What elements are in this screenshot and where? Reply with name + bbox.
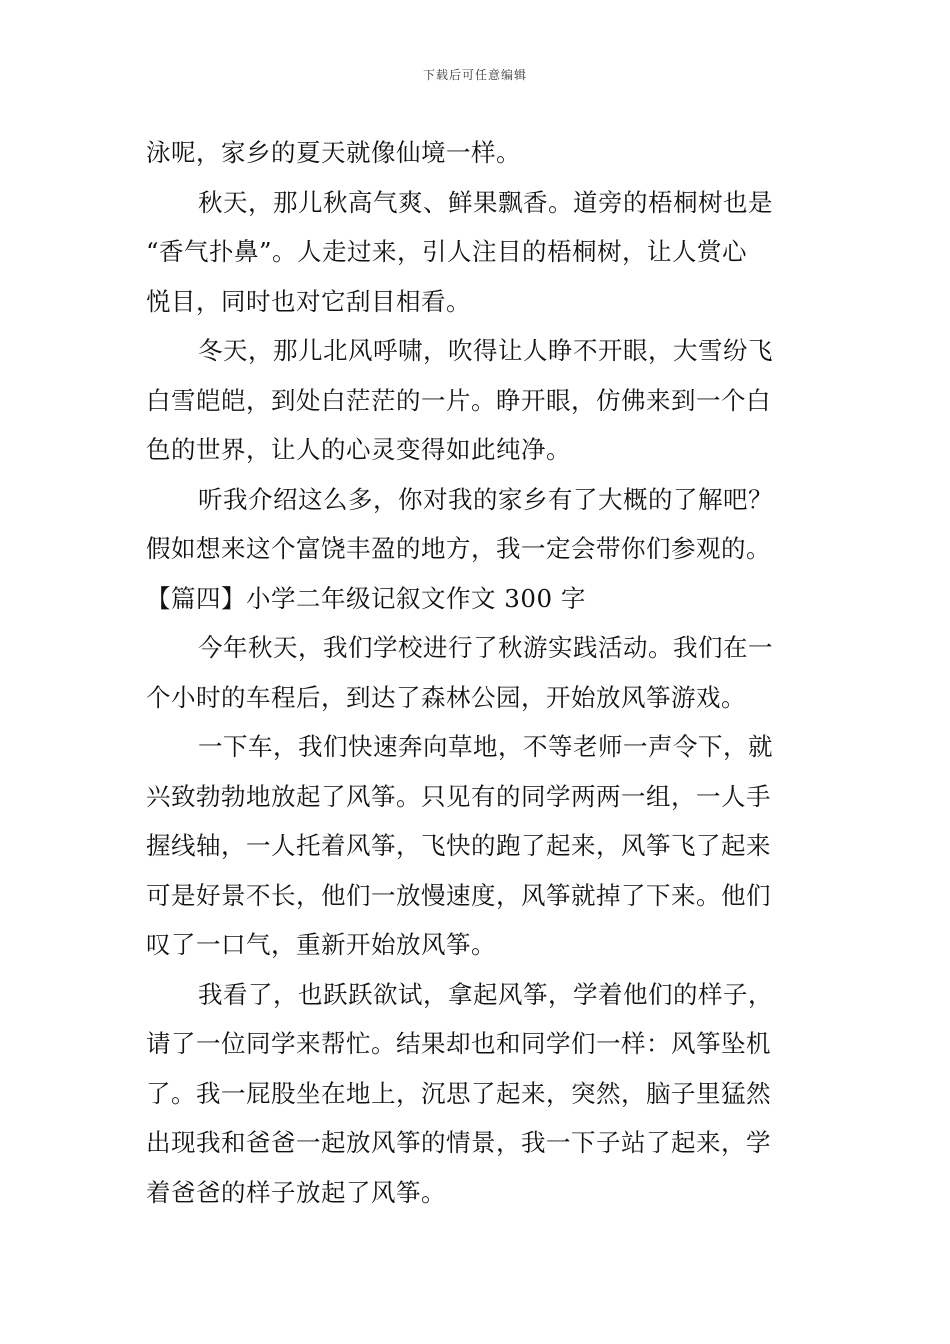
page-header: 下载后可任意编辑 (422, 68, 527, 82)
text-line: 今年秋天，我们学校进行了秋游实践活动。我们在一 (198, 633, 773, 662)
text-line: 我看了，也跃跃欲试，拿起风筝，学着他们的样子， (198, 979, 773, 1009)
text-line: 叹了一口气，重新开始放风筝。 (146, 930, 496, 959)
text-line: 白雪皑皑，到处白茫茫的一片。睁开眼，仿佛来到一个白 (146, 385, 771, 415)
text-line: 了。我一屁股坐在地上，沉思了起来，突然，脑子里猛然 (146, 1078, 771, 1108)
text-line: 泳呢，家乡的夏天就像仙境一样。 (146, 138, 521, 167)
text-line: 听我介绍这么多，你对我的家乡有了大概的了解吧？ (198, 484, 773, 514)
text-line: 出现我和爸爸一起放风筝的情景，我一下子站了起来，学 (146, 1128, 771, 1157)
text-line: 悦目，同时也对它刮目相看。 (146, 286, 471, 316)
text-line: “香气扑鼻”。人走过来，引人注目的梧桐树，让人赏心 (146, 237, 748, 266)
text-line: 可是好景不长，他们一放慢速度，风筝就掉了下来。他们 (146, 880, 771, 910)
text-line: 着爸爸的样子放起了风筝。 (146, 1177, 446, 1207)
text-line: 握线轴，一人托着风筝，飞快的跑了起来，风筝飞了起来 (146, 831, 771, 860)
text-line: 色的世界，让人的心灵变得如此纯净。 (146, 435, 571, 464)
text-line: 一下车，我们快速奔向草地，不等老师一声令下，就 (198, 732, 773, 761)
text-line: 假如想来这个富饶丰盈的地方，我一定会带你们参观的。 (146, 534, 771, 563)
section-heading: 【篇四】小学二年级记叙文作文 300 字 (146, 583, 586, 613)
text-line: 请了一位同学来帮忙。结果却也和同学们一样：风筝坠机 (146, 1029, 771, 1058)
text-line: 秋天，那儿秋高气爽、鲜果飘香。道旁的梧桐树也是 (198, 187, 773, 217)
text-line: 个小时的车程后，到达了森林公园，开始放风筝游戏。 (146, 682, 746, 712)
text-line: 兴致勃勃地放起了风筝。只见有的同学两两一组，一人手 (146, 781, 771, 811)
document-body (146, 128, 808, 1217)
text-line: 冬天，那儿北风呼啸，吹得让人睁不开眼，大雪纷飞 (198, 336, 773, 365)
